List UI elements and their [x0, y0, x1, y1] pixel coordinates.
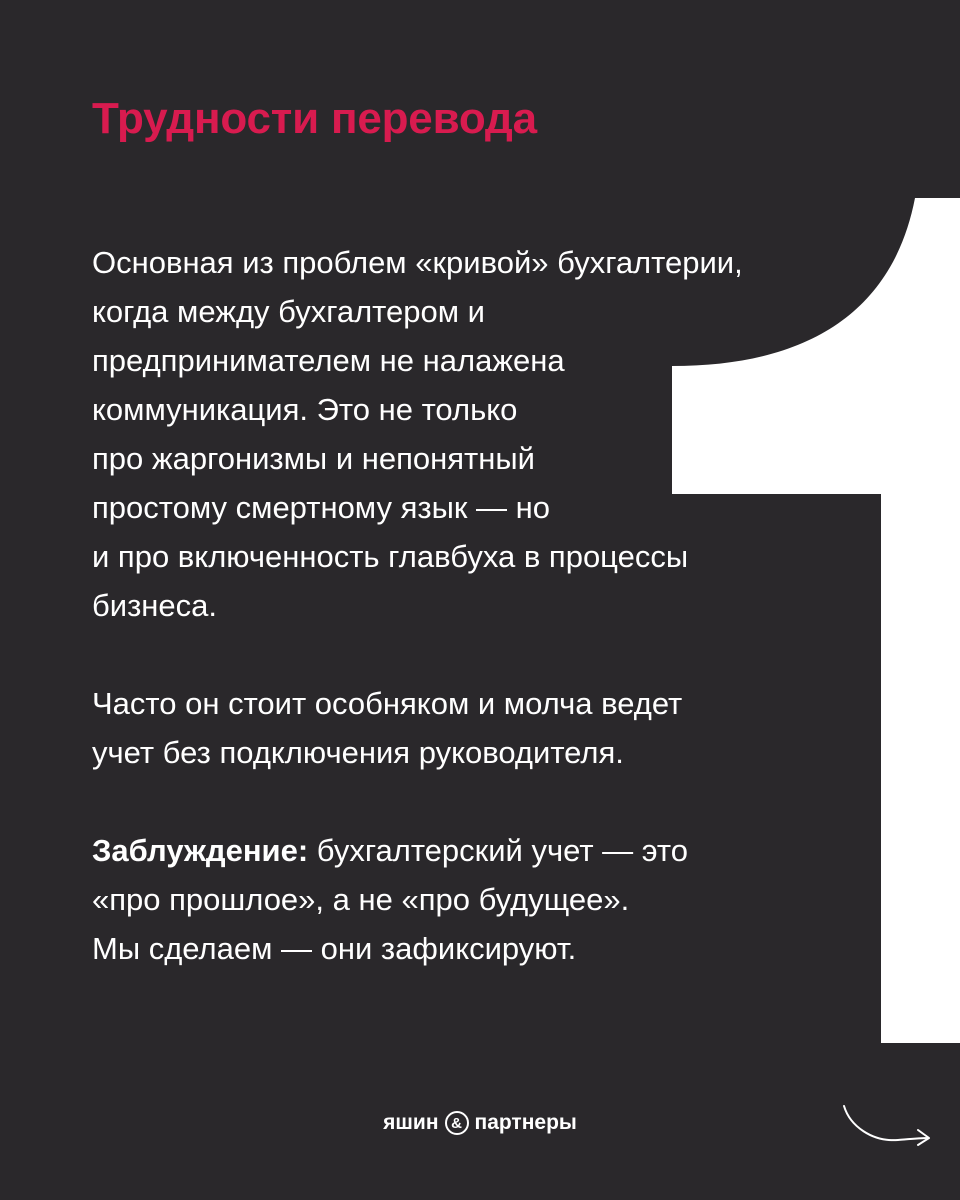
brand-name-left: яшин: [383, 1111, 439, 1134]
misconception-line-2: «про прошлое», а не «про будущее».: [92, 882, 630, 917]
misconception-line-1: [92, 826, 852, 875]
paragraph-communication-problem: [92, 238, 852, 630]
misconception-line-3: Мы сделаем — они зафиксируют.: [92, 931, 577, 966]
paragraph-1-line: когда между бухгалтером и: [92, 294, 485, 329]
slide-title: Трудности перевода: [92, 94, 537, 143]
paragraph-1-line: предпринимателем не налажена: [92, 343, 565, 378]
paragraph-1-line: про жаргонизмы и непонятный: [92, 441, 535, 476]
paragraph-accountant-isolated: [92, 679, 852, 777]
paragraph-1-line: коммуникация. Это не только: [92, 392, 518, 427]
paragraph-spacer: [92, 777, 852, 826]
brand-ampersand-icon: &: [445, 1111, 469, 1135]
paragraph-spacer: [92, 630, 852, 679]
misconception-text: бухгалтерский учет — это: [308, 833, 688, 868]
paragraph-1-line: бизнеса.: [92, 588, 217, 623]
curved-arrow-right-icon[interactable]: [838, 1100, 934, 1158]
brand-name-right: партнеры: [474, 1111, 577, 1134]
paragraph-1-line: Основная из проблем «кривой» бухгалтерии,: [92, 245, 743, 280]
misconception-label: Заблуждение:: [92, 833, 309, 868]
brand-logo: [0, 1111, 960, 1135]
paragraph-1-line: простому смертному язык — но: [92, 490, 551, 525]
paragraph-2-line: Часто он стоит особняком и молча ведет: [92, 686, 683, 721]
slide-body: [92, 238, 852, 973]
paragraph-misconception: [92, 826, 852, 973]
paragraph-2-line: учет без подключения руководителя.: [92, 735, 624, 770]
paragraph-1-line: и про включенность главбуха в процессы: [92, 539, 689, 574]
